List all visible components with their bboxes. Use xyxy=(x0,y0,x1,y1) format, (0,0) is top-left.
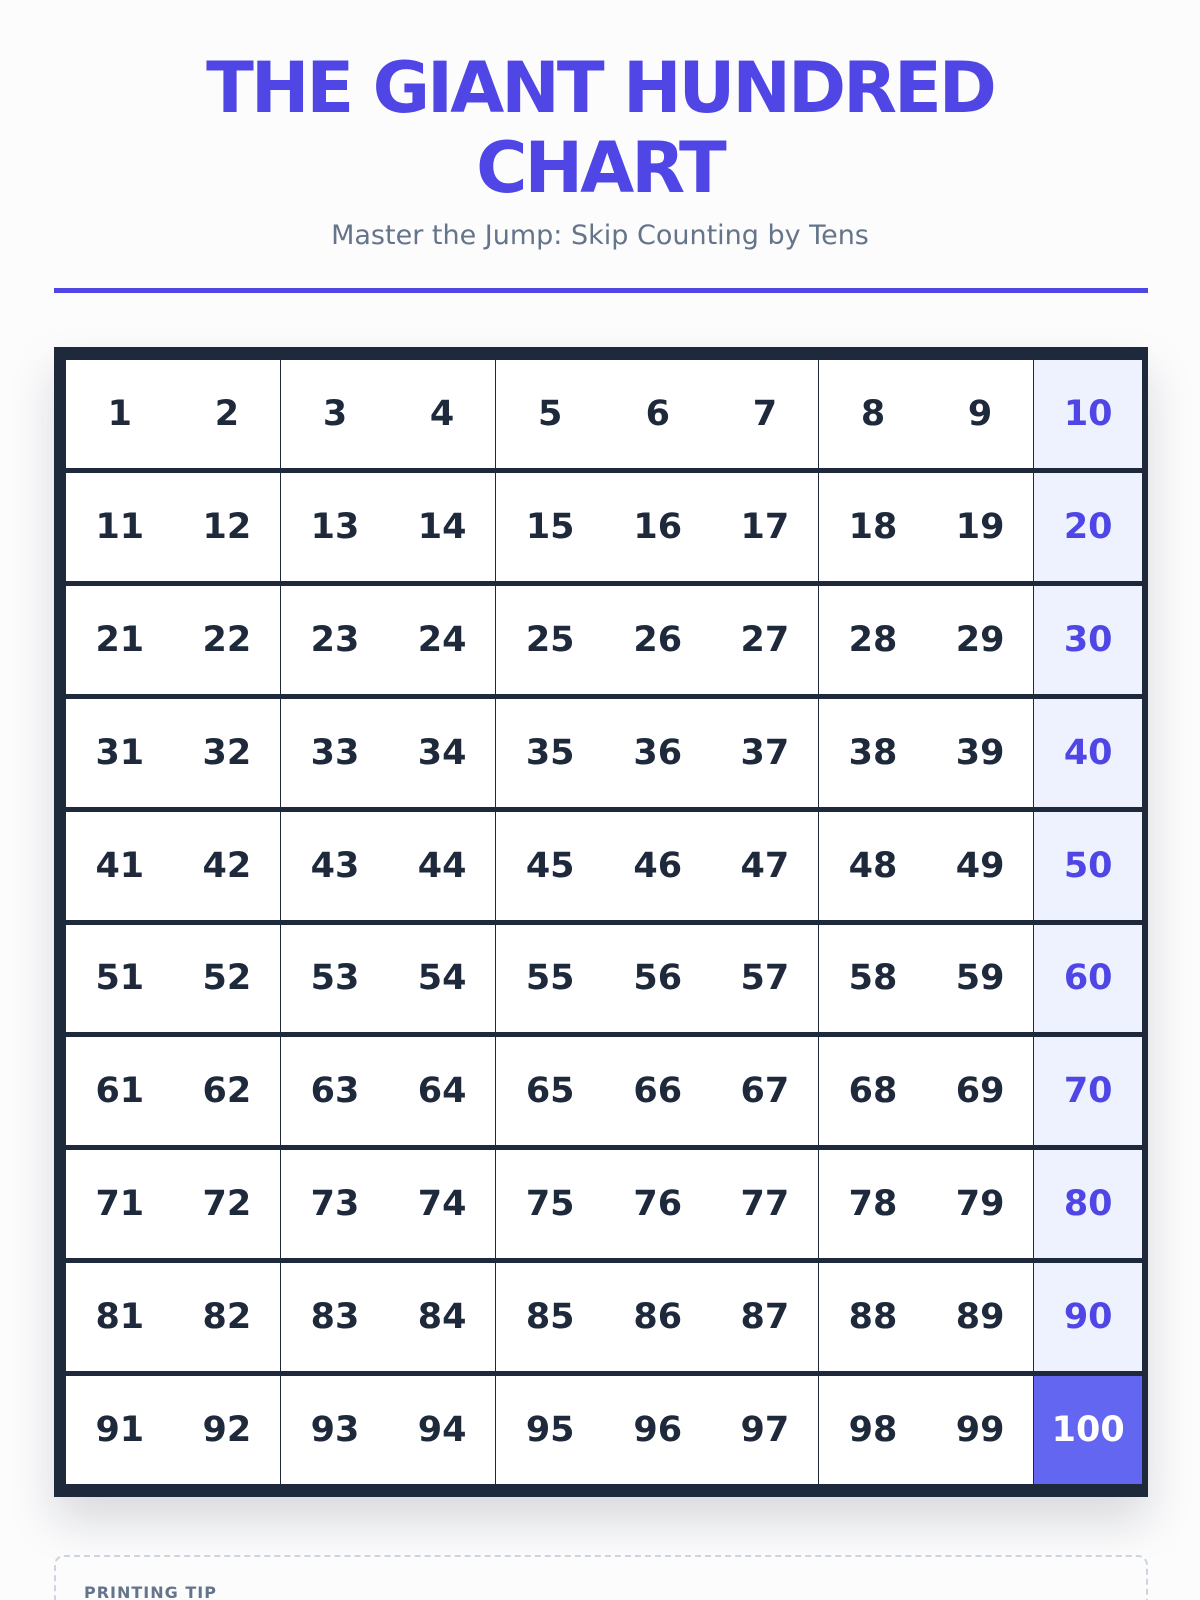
number-cell: 71 xyxy=(66,1150,174,1258)
number-cell: 42 xyxy=(174,812,282,920)
number-cell: 74 xyxy=(389,1150,497,1258)
number-cell: 16 xyxy=(604,473,712,581)
page-subtitle: Master the Jump: Skip Counting by Tens xyxy=(331,220,869,251)
number-cell: 88 xyxy=(819,1263,927,1371)
number-cell: 54 xyxy=(389,925,497,1033)
number-cell: 8 xyxy=(819,360,927,468)
number-cell: 95 xyxy=(496,1376,604,1484)
number-cell: 53 xyxy=(281,925,389,1033)
printing-tip-label: PRINTING TIP xyxy=(84,1583,217,1600)
number-cell: 78 xyxy=(819,1150,927,1258)
number-cell: 26 xyxy=(604,586,712,694)
number-cell: 13 xyxy=(281,473,389,581)
number-cell: 37 xyxy=(712,699,820,807)
number-cell: 15 xyxy=(496,473,604,581)
title-divider xyxy=(54,288,1148,293)
number-cell: 94 xyxy=(389,1376,497,1484)
number-cell: 35 xyxy=(496,699,604,807)
number-cell: 44 xyxy=(389,812,497,920)
number-cell: 58 xyxy=(819,925,927,1033)
number-cell: 67 xyxy=(712,1037,820,1145)
number-cell: 12 xyxy=(174,473,282,581)
number-cell: 93 xyxy=(281,1376,389,1484)
number-cell: 73 xyxy=(281,1150,389,1258)
page-title: THE GIANT HUNDRED CHART xyxy=(206,47,994,209)
number-cell: 57 xyxy=(712,925,820,1033)
number-cell: 82 xyxy=(174,1263,282,1371)
number-cell: 87 xyxy=(712,1263,820,1371)
number-cell-tens: 50 xyxy=(1034,812,1142,920)
number-cell: 29 xyxy=(927,586,1035,694)
number-cell: 85 xyxy=(496,1263,604,1371)
number-cell: 65 xyxy=(496,1037,604,1145)
number-cell: 55 xyxy=(496,925,604,1033)
number-cell: 83 xyxy=(281,1263,389,1371)
number-cell: 48 xyxy=(819,812,927,920)
number-cell: 51 xyxy=(66,925,174,1033)
number-cell: 49 xyxy=(927,812,1035,920)
number-cell-hundred: 100 xyxy=(1034,1376,1142,1484)
number-cell: 7 xyxy=(712,360,820,468)
number-cell: 64 xyxy=(389,1037,497,1145)
number-cell: 63 xyxy=(281,1037,389,1145)
number-cell: 62 xyxy=(174,1037,282,1145)
number-cell: 25 xyxy=(496,586,604,694)
number-cell: 1 xyxy=(66,360,174,468)
number-cell: 33 xyxy=(281,699,389,807)
number-cell-tens: 10 xyxy=(1034,360,1142,468)
number-cell: 59 xyxy=(927,925,1035,1033)
number-cell: 86 xyxy=(604,1263,712,1371)
number-cell: 68 xyxy=(819,1037,927,1145)
number-cell: 2 xyxy=(174,360,282,468)
number-cell: 36 xyxy=(604,699,712,807)
number-cell: 61 xyxy=(66,1037,174,1145)
number-cell: 92 xyxy=(174,1376,282,1484)
number-cell: 5 xyxy=(496,360,604,468)
number-cell: 9 xyxy=(927,360,1035,468)
hundred-chart xyxy=(54,347,1148,1497)
number-cell: 32 xyxy=(174,699,282,807)
number-cell: 31 xyxy=(66,699,174,807)
number-cell: 14 xyxy=(389,473,497,581)
number-cell: 46 xyxy=(604,812,712,920)
number-cell: 91 xyxy=(66,1376,174,1484)
number-cell: 3 xyxy=(281,360,389,468)
number-cell-tens: 80 xyxy=(1034,1150,1142,1258)
number-cell: 77 xyxy=(712,1150,820,1258)
number-cell: 39 xyxy=(927,699,1035,807)
number-cell: 28 xyxy=(819,586,927,694)
number-cell: 38 xyxy=(819,699,927,807)
number-cell: 84 xyxy=(389,1263,497,1371)
number-cell: 21 xyxy=(66,586,174,694)
number-cell: 81 xyxy=(66,1263,174,1371)
number-cell: 24 xyxy=(389,586,497,694)
number-cell: 47 xyxy=(712,812,820,920)
number-cell: 75 xyxy=(496,1150,604,1258)
number-cell: 34 xyxy=(389,699,497,807)
number-cell: 69 xyxy=(927,1037,1035,1145)
number-cell: 98 xyxy=(819,1376,927,1484)
printing-tip-box xyxy=(54,1555,1148,1600)
number-cell: 27 xyxy=(712,586,820,694)
number-cell-tens: 20 xyxy=(1034,473,1142,581)
number-cell: 72 xyxy=(174,1150,282,1258)
number-cell: 76 xyxy=(604,1150,712,1258)
number-cell-tens: 40 xyxy=(1034,699,1142,807)
number-cell: 43 xyxy=(281,812,389,920)
number-cell: 99 xyxy=(927,1376,1035,1484)
number-cell: 97 xyxy=(712,1376,820,1484)
number-cell: 18 xyxy=(819,473,927,581)
hundred-chart-grid xyxy=(66,360,1142,1484)
number-cell: 52 xyxy=(174,925,282,1033)
number-cell-tens: 90 xyxy=(1034,1263,1142,1371)
number-cell-tens: 60 xyxy=(1034,925,1142,1033)
number-cell: 19 xyxy=(927,473,1035,581)
number-cell-tens: 30 xyxy=(1034,586,1142,694)
number-cell: 17 xyxy=(712,473,820,581)
number-cell: 6 xyxy=(604,360,712,468)
number-cell: 79 xyxy=(927,1150,1035,1258)
number-cell: 45 xyxy=(496,812,604,920)
number-cell: 4 xyxy=(389,360,497,468)
number-cell-tens: 70 xyxy=(1034,1037,1142,1145)
number-cell: 22 xyxy=(174,586,282,694)
number-cell: 66 xyxy=(604,1037,712,1145)
number-cell: 23 xyxy=(281,586,389,694)
number-cell: 96 xyxy=(604,1376,712,1484)
number-cell: 11 xyxy=(66,473,174,581)
number-cell: 41 xyxy=(66,812,174,920)
number-cell: 56 xyxy=(604,925,712,1033)
number-cell: 89 xyxy=(927,1263,1035,1371)
